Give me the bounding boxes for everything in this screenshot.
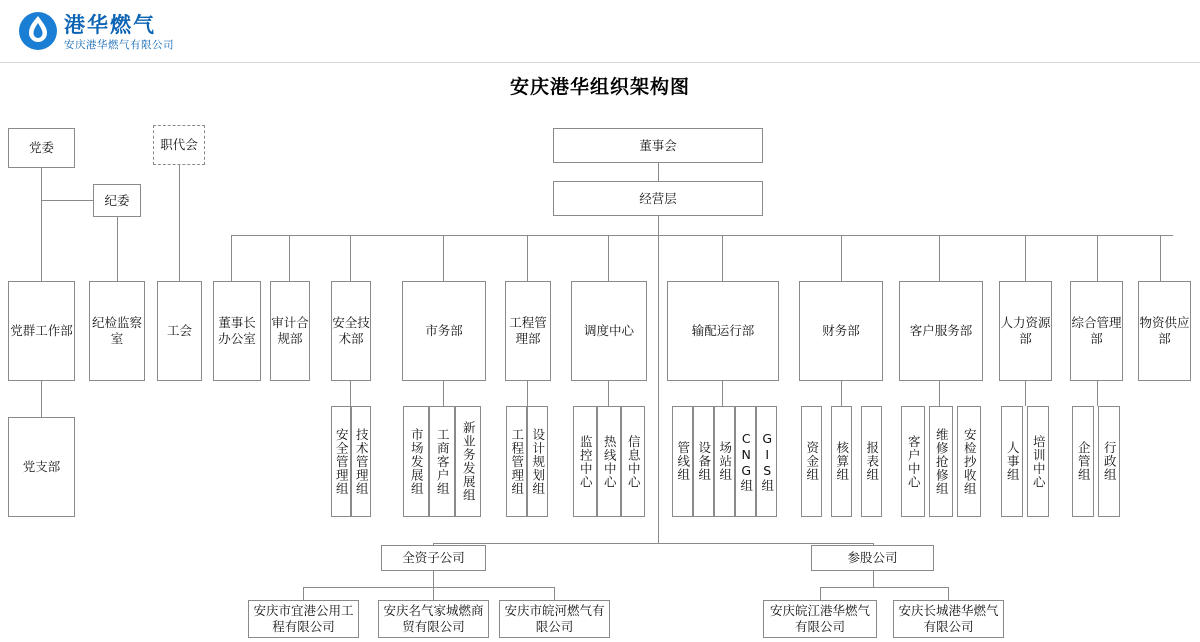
node-admin-group: 行政组 bbox=[1098, 406, 1120, 517]
company-logo bbox=[18, 8, 218, 54]
edge-mgmt-subsidiary-trunk bbox=[658, 235, 659, 543]
node-hotline-center: 热线中心 bbox=[597, 406, 621, 517]
drop-market bbox=[443, 235, 444, 281]
node-union: 工会 bbox=[157, 281, 202, 381]
drop-hr bbox=[1025, 235, 1026, 281]
node-report-group: 报表组 bbox=[861, 406, 882, 517]
node-customer-service: 客户服务部 bbox=[899, 281, 983, 381]
node-market-dev-group: 市场发展组 bbox=[403, 406, 429, 517]
edge-dispatch-groups bbox=[608, 381, 609, 406]
drop-finance bbox=[841, 235, 842, 281]
subsidiary-bus-horizontal bbox=[433, 543, 873, 544]
drop-general-admin bbox=[1097, 235, 1098, 281]
drop-chairman-office bbox=[231, 235, 232, 281]
shareholding-children-bus bbox=[820, 587, 948, 588]
drop-supply bbox=[1160, 235, 1161, 281]
node-general-admin: 综合管理部 bbox=[1070, 281, 1123, 381]
edge-shareholding-down bbox=[873, 571, 874, 587]
logo-company-name: 港华燃气 bbox=[64, 13, 156, 37]
node-monitor-center: 监控中心 bbox=[573, 406, 597, 517]
node-biz-customer-group: 工商客户组 bbox=[429, 406, 455, 517]
node-discipline-office: 纪检监察室 bbox=[89, 281, 145, 381]
node-gis-group: GIS组 bbox=[756, 406, 777, 517]
node-chairman-office: 董事长办公室 bbox=[213, 281, 261, 381]
edge-engineering-groups bbox=[527, 381, 528, 406]
edge-hr-groups bbox=[1025, 381, 1026, 406]
node-safety-mgmt-group: 安全管理组 bbox=[331, 406, 351, 517]
node-share1: 安庆皖江港华燃气有限公司 bbox=[763, 600, 877, 638]
node-board: 董事会 bbox=[553, 128, 763, 163]
edge-customer-groups bbox=[939, 381, 940, 406]
node-shareholding: 参股公司 bbox=[811, 545, 934, 571]
drop-engineering bbox=[527, 235, 528, 281]
node-sub3: 安庆市皖河燃气有限公司 bbox=[499, 600, 610, 638]
page-title: 安庆港华组织架构图 bbox=[509, 76, 690, 98]
node-cng-group: CNG组 bbox=[735, 406, 756, 517]
node-finance: 财务部 bbox=[799, 281, 883, 381]
node-transport: 输配运行部 bbox=[667, 281, 779, 381]
drop-audit bbox=[289, 235, 290, 281]
drop-sub2 bbox=[433, 587, 434, 600]
node-supply: 物资供应部 bbox=[1138, 281, 1191, 381]
node-design-plan-group: 设计规划组 bbox=[527, 406, 548, 517]
edge-safety-tech-groups bbox=[350, 381, 351, 406]
edge-wholly-down bbox=[433, 571, 434, 587]
node-discipline: 纪委 bbox=[93, 184, 141, 217]
logo-company-subtitle: 安庆港华燃气有限公司 bbox=[64, 39, 174, 51]
edge-partymass-branch bbox=[41, 381, 42, 417]
header-divider bbox=[0, 62, 1200, 63]
node-wholly-owned: 全资子公司 bbox=[381, 545, 486, 571]
node-pipeline-group: 管线组 bbox=[672, 406, 693, 517]
node-mgmt: 经营层 bbox=[553, 181, 763, 216]
drop-dispatch bbox=[608, 235, 609, 281]
node-station-group: 场站组 bbox=[714, 406, 735, 517]
node-customer-center: 客户中心 bbox=[901, 406, 925, 517]
node-equipment-group: 设备组 bbox=[693, 406, 714, 517]
node-party-mass: 党群工作部 bbox=[8, 281, 75, 381]
flame-icon bbox=[18, 10, 58, 52]
node-sub1: 安庆市宜港公用工程有限公司 bbox=[248, 600, 359, 638]
edge-party-down bbox=[41, 168, 42, 281]
mgmt-bus-horizontal bbox=[231, 235, 1173, 236]
node-tech-mgmt-group: 技术管理组 bbox=[351, 406, 371, 517]
node-enterprise-group: 企管组 bbox=[1072, 406, 1094, 517]
edge-market-groups bbox=[443, 381, 444, 406]
node-inspection-group: 安检抄收组 bbox=[957, 406, 981, 517]
edge-party-discipline bbox=[41, 200, 93, 201]
wholly-children-bus bbox=[303, 587, 554, 588]
node-accounting-group: 核算组 bbox=[831, 406, 852, 517]
node-hr: 人力资源部 bbox=[999, 281, 1052, 381]
edge-congress-union bbox=[179, 165, 180, 281]
node-party: 党委 bbox=[8, 128, 75, 168]
edge-mgmt-down bbox=[658, 216, 659, 235]
node-party-branch: 党支部 bbox=[8, 417, 75, 517]
node-info-center: 信息中心 bbox=[621, 406, 645, 517]
node-audit: 审计合规部 bbox=[270, 281, 310, 381]
drop-share2 bbox=[948, 587, 949, 600]
node-eng-mgmt-group: 工程管理组 bbox=[506, 406, 527, 517]
node-repair-group: 维修抢修组 bbox=[929, 406, 953, 517]
drop-safety-tech bbox=[350, 235, 351, 281]
drop-share1 bbox=[820, 587, 821, 600]
node-sub2: 安庆名气家城燃商贸有限公司 bbox=[378, 600, 489, 638]
edge-discipline-office bbox=[117, 217, 118, 281]
node-engineering: 工程管理部 bbox=[505, 281, 551, 381]
node-dispatch: 调度中心 bbox=[571, 281, 647, 381]
node-fund-group: 资金组 bbox=[801, 406, 822, 517]
node-staff-congress: 职代会 bbox=[153, 125, 205, 165]
edge-finance-groups bbox=[841, 381, 842, 406]
edge-transport-groups bbox=[722, 381, 723, 406]
node-market: 市务部 bbox=[402, 281, 486, 381]
edge-board-mgmt bbox=[658, 163, 659, 181]
node-safety-tech: 安全技术部 bbox=[331, 281, 371, 381]
node-new-biz-group: 新业务发展组 bbox=[455, 406, 481, 517]
edge-admin-groups bbox=[1097, 381, 1098, 406]
drop-sub1 bbox=[303, 587, 304, 600]
drop-customer-service bbox=[939, 235, 940, 281]
node-training-center: 培训中心 bbox=[1027, 406, 1049, 517]
drop-sub3 bbox=[554, 587, 555, 600]
drop-transport bbox=[722, 235, 723, 281]
node-personnel-group: 人事组 bbox=[1001, 406, 1023, 517]
node-share2: 安庆长城港华燃气有限公司 bbox=[893, 600, 1004, 638]
